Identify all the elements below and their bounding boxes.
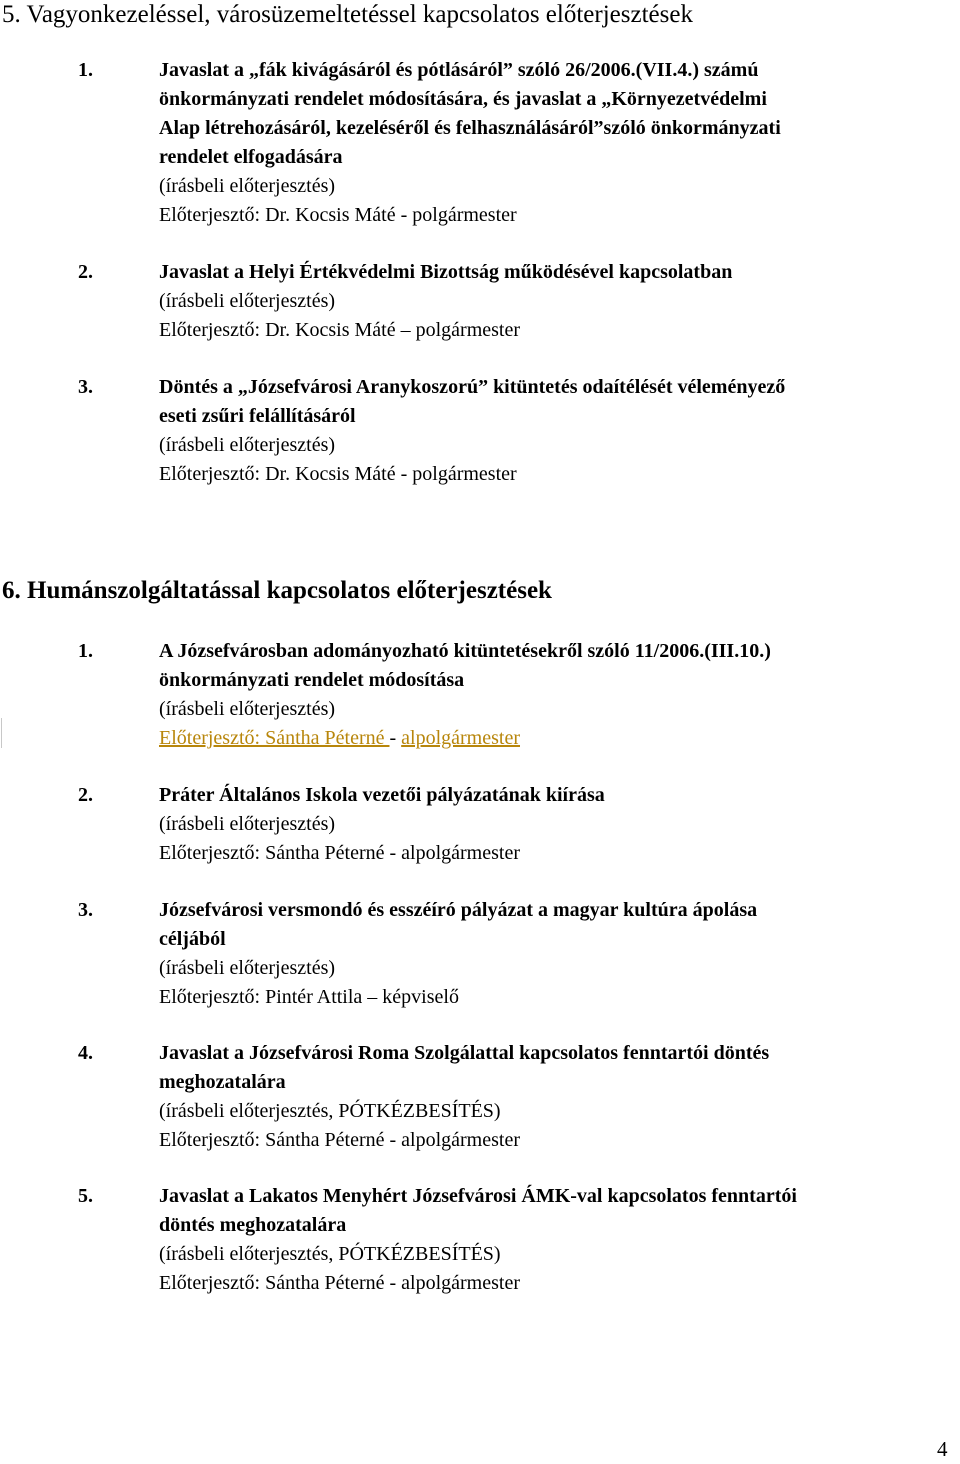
item-type: (írásbeli előterjesztés): [159, 813, 336, 835]
item-title-line: önkormányzati rendelet módosítása: [159, 669, 465, 691]
item-title-line: önkormányzati rendelet módosítására, és javaslat a „Környezetvédelmi: [159, 88, 767, 110]
item-title-line: Döntés a „Józsefvárosi Aranykoszorú” kitüntetés odaítélését véleményező: [159, 376, 786, 398]
presenter-link[interactable]: Előterjesztő: Sántha Péterné: [159, 727, 390, 749]
item-title-line: eseti zsűri felállításáról: [159, 405, 356, 427]
item-type: (írásbeli előterjesztés, PÓTKÉZBESÍTÉS): [159, 1100, 501, 1122]
item-number: 2.: [78, 784, 93, 806]
presenter-separator: -: [389, 727, 402, 749]
item-title-line: meghozatalára: [159, 1071, 286, 1093]
item-presenter: Előterjesztő: Dr. Kocsis Máté – polgármester: [159, 319, 521, 341]
item-type: (írásbeli előterjesztés): [159, 957, 336, 979]
item-presenter: Előterjesztő: Sántha Péterné - alpolgármester: [159, 842, 520, 864]
item-body: [159, 258, 959, 345]
item-number: 3.: [78, 899, 93, 921]
item-title-line: céljából: [159, 928, 226, 950]
section-6-title: 6. Humánszolgáltatással kapcsolatos előterjesztések: [2, 577, 552, 604]
item-number: 1.: [78, 640, 93, 662]
item-number: 5.: [78, 1185, 93, 1207]
item-type: (írásbeli előterjesztés): [159, 698, 336, 720]
item-title-line: A Józsefvárosban adományozható kitüntetésekről szóló 11/2006.(III.10.): [159, 640, 771, 662]
item-body: [159, 637, 959, 753]
item-type: (írásbeli előterjesztés): [159, 175, 336, 197]
item-title-line: Javaslat a Helyi Értékvédelmi Bizottság működésével kapcsolatban: [159, 261, 733, 283]
item-body: [159, 781, 959, 868]
item-title-line: Javaslat a „fák kivágásáról és pótlásáról” szóló 26/2006.(VII.4.) számú: [159, 59, 759, 81]
item-title-line: Józsefvárosi versmondó és esszéíró pályázat a magyar kultúra ápolása: [159, 899, 758, 921]
item-type: (írásbeli előterjesztés): [159, 434, 336, 456]
item-presenter: Előterjesztő: Dr. Kocsis Máté - polgármester: [159, 204, 517, 226]
section-5-title: 5. Vagyonkezeléssel, városüzemeltetéssel kapcsolatos előterjesztések: [2, 1, 693, 28]
item-title-line: döntés meghozatalára: [159, 1214, 347, 1236]
item-number: 4.: [78, 1042, 93, 1064]
text-cursor-marker: [1, 718, 2, 748]
item-type: (írásbeli előterjesztés, PÓTKÉZBESÍTÉS): [159, 1243, 501, 1265]
item-type: (írásbeli előterjesztés): [159, 290, 336, 312]
item-title-line: Javaslat a Lakatos Menyhért Józsefvárosi ÁMK-val kapcsolatos fenntartói: [159, 1185, 797, 1207]
item-presenter: Előterjesztő: Pintér Attila – képviselő: [159, 986, 459, 1008]
page-number: 4: [937, 1437, 948, 1461]
item-number: 2.: [78, 261, 93, 283]
item-presenter: Előterjesztő: Sántha Péterné - alpolgármester: [159, 1272, 520, 1294]
presenter-role-link[interactable]: alpolgármester: [401, 727, 520, 749]
item-body: [159, 1182, 959, 1298]
item-body: [159, 896, 959, 1012]
item-title-line: Alap létrehozásáról, kezeléséről és felhasználásáról”szóló önkormányzati: [159, 117, 781, 139]
item-presenter: [159, 724, 959, 753]
item-presenter: Előterjesztő: Sántha Péterné - alpolgármester: [159, 1129, 520, 1151]
item-number: 1.: [78, 59, 93, 81]
item-title-line: Práter Általános Iskola vezetői pályázatának kiírása: [159, 784, 605, 806]
item-title-line: rendelet elfogadására: [159, 146, 343, 168]
item-body: [159, 56, 959, 230]
item-body: [159, 373, 959, 489]
item-number: 3.: [78, 376, 93, 398]
item-presenter: Előterjesztő: Dr. Kocsis Máté - polgármester: [159, 463, 517, 485]
item-body: [159, 1039, 959, 1155]
item-title-line: Javaslat a Józsefvárosi Roma Szolgálattal kapcsolatos fenntartói döntés: [159, 1042, 770, 1064]
